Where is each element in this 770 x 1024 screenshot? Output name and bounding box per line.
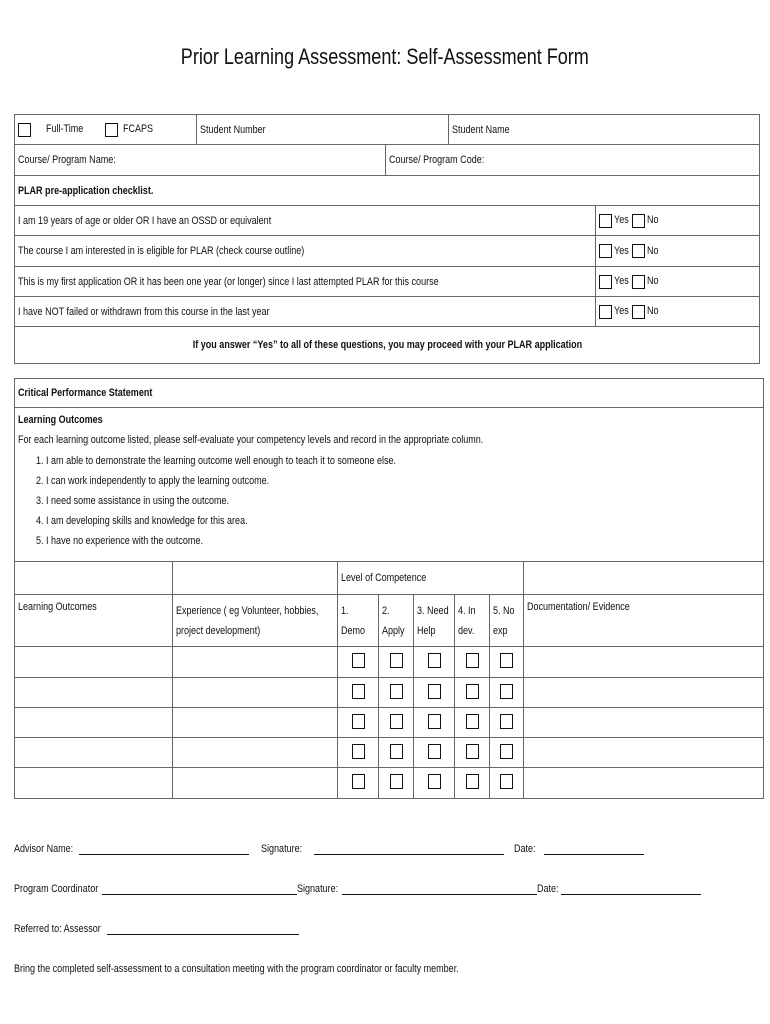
col-demo: 1. Demo — [338, 595, 379, 647]
checklist-item: I am 19 years of age or older OR I have an OSSD or equivalent Yes No — [15, 206, 760, 236]
list-item: 5. I have no experience with the outcome. — [36, 535, 203, 547]
course-code-field[interactable]: Course/ Program Code: — [386, 145, 760, 176]
outcome-cell[interactable] — [15, 768, 173, 799]
col-documentation: Documentation/ Evidence — [524, 595, 764, 647]
level-of-competence-header: Level of Competence — [338, 562, 524, 595]
no-checkbox[interactable] — [632, 305, 645, 319]
checklist-item: I have NOT failed or withdrawn from this course in the last year Yes No — [15, 297, 760, 327]
referred-row — [14, 923, 299, 939]
date-label: Date: — [514, 843, 536, 855]
student-info-table — [14, 114, 760, 145]
experience-cell[interactable] — [173, 708, 338, 738]
no-exp-checkbox[interactable] — [500, 653, 513, 668]
page-title: Prior Learning Assessment: Self-Assessment Form — [180, 44, 590, 69]
advisor-date-line[interactable] — [544, 854, 644, 855]
referred-to-label: Referred to: Assessor — [14, 923, 101, 935]
outcome-cell[interactable] — [15, 708, 173, 738]
table-row — [15, 738, 764, 768]
outcome-cell[interactable] — [15, 647, 173, 678]
list-item: 3. I need some assistance in using the outcome. — [36, 495, 230, 507]
table-row — [15, 768, 764, 799]
signature-label: Signature: — [261, 843, 303, 855]
apply-checkbox[interactable] — [390, 744, 403, 759]
footer-note: Bring the completed self-assessment to a consultation meeting with the program coordinator or faculty member. — [14, 963, 459, 975]
student-number-field[interactable]: Student Number — [197, 115, 449, 145]
coordinator-name-line[interactable] — [102, 894, 297, 895]
yes-checkbox[interactable] — [599, 275, 612, 289]
in-dev-checkbox[interactable] — [466, 684, 479, 699]
col-need-help: 3. Need Help — [414, 595, 455, 647]
outcome-cell[interactable] — [15, 738, 173, 768]
checklist-item: This is my first application OR it has been one year (or longer) since I last attempted PLAR for this course Yes No — [15, 267, 760, 297]
no-checkbox[interactable] — [632, 214, 645, 228]
advisor-name-line[interactable] — [79, 854, 249, 855]
fulltime-checkbox[interactable] — [18, 123, 31, 137]
advisor-signature-line[interactable] — [314, 854, 504, 855]
need-help-checkbox[interactable] — [428, 684, 441, 699]
advisor-row — [14, 843, 644, 859]
need-help-checkbox[interactable] — [428, 714, 441, 729]
fcaps-label: FCAPS — [122, 123, 153, 136]
checklist-heading: PLAR pre-application checklist. — [15, 176, 760, 206]
experience-cell[interactable] — [173, 647, 338, 678]
date-label: Date: — [537, 883, 559, 895]
col-learning-outcomes: Learning Outcomes — [15, 595, 173, 647]
assessment-table — [14, 561, 764, 799]
in-dev-checkbox[interactable] — [466, 653, 479, 668]
in-dev-checkbox[interactable] — [466, 714, 479, 729]
assessor-line[interactable] — [107, 934, 299, 935]
no-exp-checkbox[interactable] — [500, 774, 513, 789]
course-name-field[interactable]: Course/ Program Name: — [15, 145, 386, 176]
yes-checkbox[interactable] — [599, 244, 612, 258]
learning-outcomes-heading: Learning Outcomes — [18, 414, 103, 426]
checklist-item: The course I am interested in is eligible for PLAR (check course outline) Yes No — [15, 236, 760, 267]
cps-heading: Critical Performance Statement — [15, 379, 764, 408]
apply-checkbox[interactable] — [390, 653, 403, 668]
apply-checkbox[interactable] — [390, 774, 403, 789]
demo-checkbox[interactable] — [352, 744, 365, 759]
table-row — [15, 678, 764, 708]
plar-checklist — [14, 175, 760, 364]
demo-checkbox[interactable] — [352, 714, 365, 729]
checklist-note: If you answer “Yes” to all of these questions, you may proceed with your PLAR application — [15, 327, 760, 364]
documentation-cell[interactable] — [524, 678, 764, 708]
advisor-name-label: Advisor Name: — [14, 843, 74, 855]
demo-checkbox[interactable] — [352, 774, 365, 789]
list-item: 4. I am developing skills and knowledge for this area. — [36, 515, 248, 527]
student-name-field[interactable]: Student Name — [449, 115, 760, 145]
need-help-checkbox[interactable] — [428, 774, 441, 789]
program-coordinator-label: Program Coordinator — [14, 883, 99, 895]
course-info-table — [14, 144, 760, 176]
experience-cell[interactable] — [173, 768, 338, 799]
list-item: 2. I can work independently to apply the learning outcome. — [36, 475, 270, 487]
yes-checkbox[interactable] — [599, 214, 612, 228]
coordinator-row — [14, 883, 701, 899]
table-row — [15, 647, 764, 678]
no-checkbox[interactable] — [632, 275, 645, 289]
no-exp-checkbox[interactable] — [500, 714, 513, 729]
need-help-checkbox[interactable] — [428, 744, 441, 759]
apply-checkbox[interactable] — [390, 684, 403, 699]
coordinator-signature-line[interactable] — [342, 894, 537, 895]
coordinator-date-line[interactable] — [561, 894, 701, 895]
experience-cell[interactable] — [173, 738, 338, 768]
documentation-cell[interactable] — [524, 768, 764, 799]
need-help-checkbox[interactable] — [428, 653, 441, 668]
no-checkbox[interactable] — [632, 244, 645, 258]
experience-cell[interactable] — [173, 678, 338, 708]
col-no-exp: 5. No exp — [490, 595, 524, 647]
col-experience: Experience ( eg Volunteer, hobbies, project development) — [173, 595, 338, 647]
demo-checkbox[interactable] — [352, 653, 365, 668]
fcaps-checkbox[interactable] — [105, 123, 118, 137]
col-apply: 2. Apply — [379, 595, 414, 647]
apply-checkbox[interactable] — [390, 714, 403, 729]
no-exp-checkbox[interactable] — [500, 744, 513, 759]
demo-checkbox[interactable] — [352, 684, 365, 699]
documentation-cell[interactable] — [524, 708, 764, 738]
cps-intro: For each learning outcome listed, please self-evaluate your competency levels and record in the appropriate column. — [18, 434, 484, 446]
fulltime-label: Full-Time — [46, 123, 84, 136]
signature-label: Signature: — [297, 883, 339, 895]
in-dev-checkbox[interactable] — [466, 744, 479, 759]
col-in-dev: 4. In dev. — [455, 595, 490, 647]
yes-checkbox[interactable] — [599, 305, 612, 319]
documentation-cell[interactable] — [524, 738, 764, 768]
documentation-cell[interactable] — [524, 647, 764, 678]
in-dev-checkbox[interactable] — [466, 774, 479, 789]
cps-section — [14, 378, 764, 562]
list-item: 1. I am able to demonstrate the learning outcome well enough to teach it to someone else. — [36, 455, 397, 467]
outcome-cell[interactable] — [15, 678, 173, 708]
table-row — [15, 708, 764, 738]
competence-levels-list — [18, 455, 760, 555]
no-exp-checkbox[interactable] — [500, 684, 513, 699]
